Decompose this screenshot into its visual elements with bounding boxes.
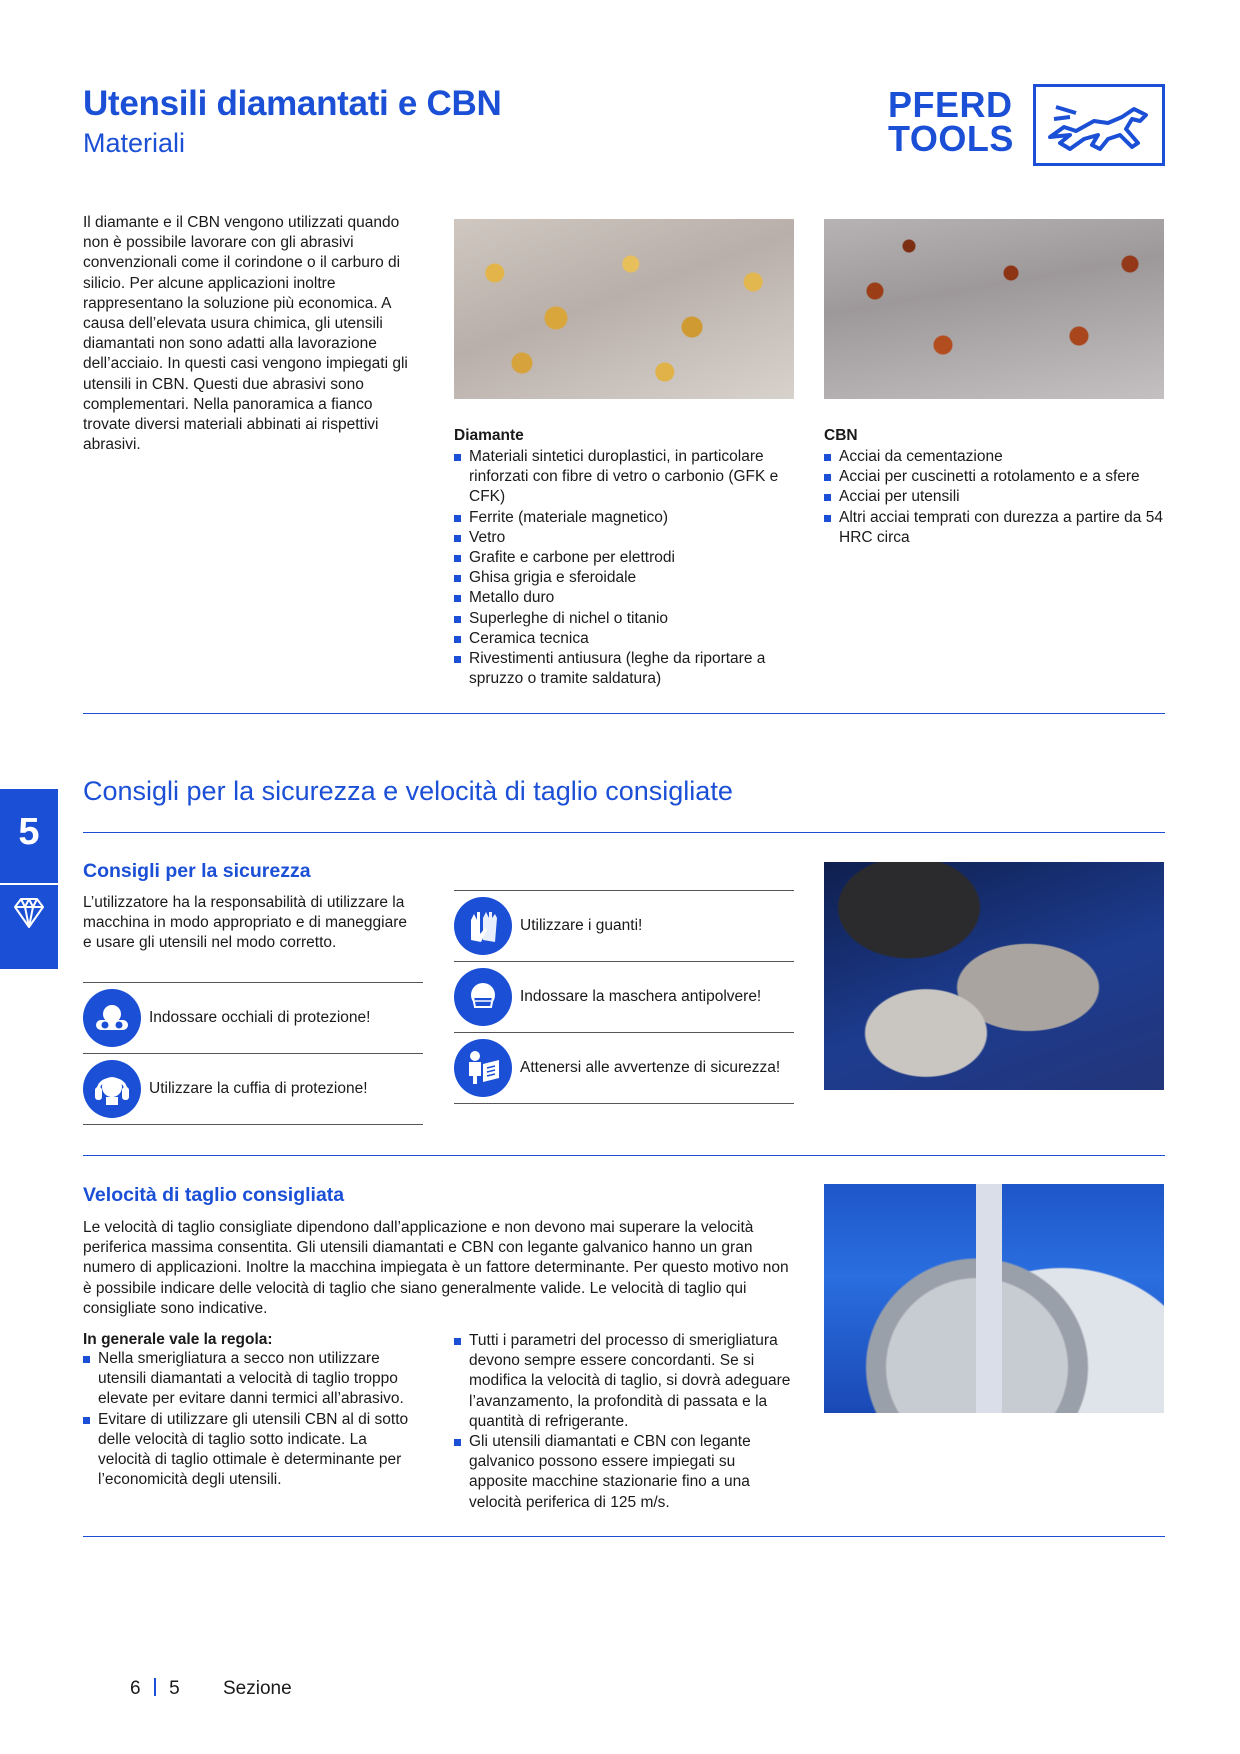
page-number-b: 5 (169, 1678, 180, 1699)
gloves-icon (454, 897, 512, 955)
safety-list-left (83, 982, 423, 1125)
safety-item-read-manual (454, 1033, 794, 1104)
page-number-a: 6 (130, 1678, 141, 1699)
page-subtitle: Materiali (83, 128, 186, 158)
divider (83, 713, 1165, 714)
list-item: Evitare di utilizzare gli utensili CBN al di sotto delle velocità di taglio sotto indicate. La velocità di taglio ottimale è determinante per l’economicità degli utensili. (83, 1410, 423, 1491)
speed-heading: Velocità di taglio consigliata (83, 1184, 345, 1206)
rules-list (454, 1331, 794, 1513)
safety-list-right (454, 890, 794, 1104)
safety-heading: Consigli per la sicurezza (83, 860, 311, 882)
safety-item-gloves (454, 891, 794, 962)
horse-logo-icon (1033, 84, 1165, 166)
speed-rules-left (83, 1331, 423, 1490)
diamante-list (454, 447, 804, 689)
list-item: Ferrite (materiale magnetico) (454, 508, 804, 528)
goggles-icon (83, 989, 141, 1047)
safety-label: Indossare occhiali di protezione! (149, 1009, 371, 1026)
list-item: Vetro (454, 528, 804, 548)
list-item: Ghisa grigia e sferoidale (454, 568, 804, 588)
diamond-icon (9, 893, 49, 933)
footer-section-label: Sezione (223, 1678, 292, 1699)
cbn-column (824, 427, 1169, 548)
machine-tool-photo (824, 1184, 1164, 1413)
list-item: Gli utensili diamantati e CBN con legante galvanico possono essere impiegati su apposite macchine stazionarie fino a una velocità periferica di 125 m/s. (454, 1432, 794, 1513)
safety-text: L’utilizzatore ha la responsabilità di utilizzare la macchina in modo appropriato e di maneggiare e usare gli utensili nel modo corretto. (83, 894, 407, 952)
speed-rules-right (454, 1331, 794, 1513)
section-title: Consigli per la sicurezza e velocità di taglio consigliate (83, 776, 733, 806)
diamante-column (454, 427, 804, 689)
list-item: Tutti i parametri del processo di smerigliatura devono sempre essere concordanti. Se si modifica la velocità di taglio, si dovrà adeguare l’avanzamento, la profondità di passata e la quantità di refrigerante. (454, 1331, 794, 1432)
safety-label: Utilizzare la cuffia di protezione! (149, 1080, 368, 1097)
list-item: Superleghe di nichel o titanio (454, 609, 804, 629)
read-manual-icon (454, 1039, 512, 1097)
cbn-grains-photo (824, 219, 1164, 399)
section-tab-number: 5 (18, 811, 40, 853)
section-tab[interactable] (0, 789, 58, 969)
safety-label: Utilizzare i guanti! (520, 917, 643, 934)
list-item: Materiali sintetici duroplastici, in particolare rinforzati con fibre di vetro o carbonio (GFK e CFK) (454, 447, 804, 508)
speed-text: Le velocità di taglio consigliate dipendono dall’applicazione e non devono mai superare la velocità periferica massima consentita. Gli utensili diamantati e CBN con legante galvanico hanno un gran numero di applicazioni. Inoltre la macchina impiegata è un fattore determinante. Per questo motivo non è possibile indicare delle velocità di taglio che siano generalmente valide. Le velocità di taglio qui consigliate sono indicative. (83, 1219, 789, 1317)
list-item: Acciai per utensili (824, 487, 1169, 507)
safety-item-dust-mask (454, 962, 794, 1033)
rules-list (83, 1349, 423, 1490)
divider (83, 1536, 1165, 1537)
rule-heading: In generale vale la regola: (83, 1331, 273, 1348)
list-item: Altri acciai temprati con durezza a partire da 54 HRC circa (824, 508, 1169, 548)
list-item: Nella smerigliatura a secco non utilizzare utensili diamantati a velocità di taglio troppo elevate per evitare danni termici all’abrasivo. (83, 1349, 423, 1410)
diamond-grains-photo (454, 219, 794, 399)
diamante-heading: Diamante (454, 427, 524, 444)
safety-label: Indossare la maschera antipolvere! (520, 988, 762, 1005)
pferd-logo-text: PFERD TOOLS (888, 84, 1014, 159)
dust-mask-icon (454, 968, 512, 1026)
list-item: Metallo duro (454, 588, 804, 608)
grinding-photo (824, 862, 1164, 1090)
safety-item-goggles (83, 983, 423, 1054)
list-item: Acciai per cuscinetti a rotolamento e a sfere (824, 467, 1169, 487)
divider (0, 883, 58, 885)
footer-separator (154, 1678, 156, 1696)
divider (83, 832, 1165, 833)
list-item: Grafite e carbone per elettrodi (454, 548, 804, 568)
cbn-heading: CBN (824, 427, 858, 444)
cbn-list (824, 447, 1169, 548)
list-item: Acciai da cementazione (824, 447, 1169, 467)
intro-text: Il diamante e il CBN vengono utilizzati quando non è possibile lavorare con gli abrasivi convenzionali come il corindone o il carburo di silicio. Per alcune applicazioni inoltre rappresentano la soluzione più economica. A causa dell’elevata usura chimica, gli utensili diamantati non sono adatti alla lavorazione dell’acciaio. In questi casi vengono impiegati gli utensili in CBN. Questi due abrasivi sono complementari. Nella panoramica a fianco trovate diversi materiali abbinati ai rispettivi abrasivi. (83, 214, 408, 454)
page-title: Utensili diamantati e CBN (83, 84, 502, 123)
ear-protection-icon (83, 1060, 141, 1118)
list-item: Rivestimenti antiusura (leghe da riportare a spruzzo o tramite saldatura) (454, 649, 804, 689)
list-item: Ceramica tecnica (454, 629, 804, 649)
safety-item-ear-protection (83, 1054, 423, 1125)
page-footer (130, 1678, 292, 1700)
safety-label: Attenersi alle avvertenze di sicurezza! (520, 1059, 781, 1076)
divider (83, 1155, 1165, 1156)
